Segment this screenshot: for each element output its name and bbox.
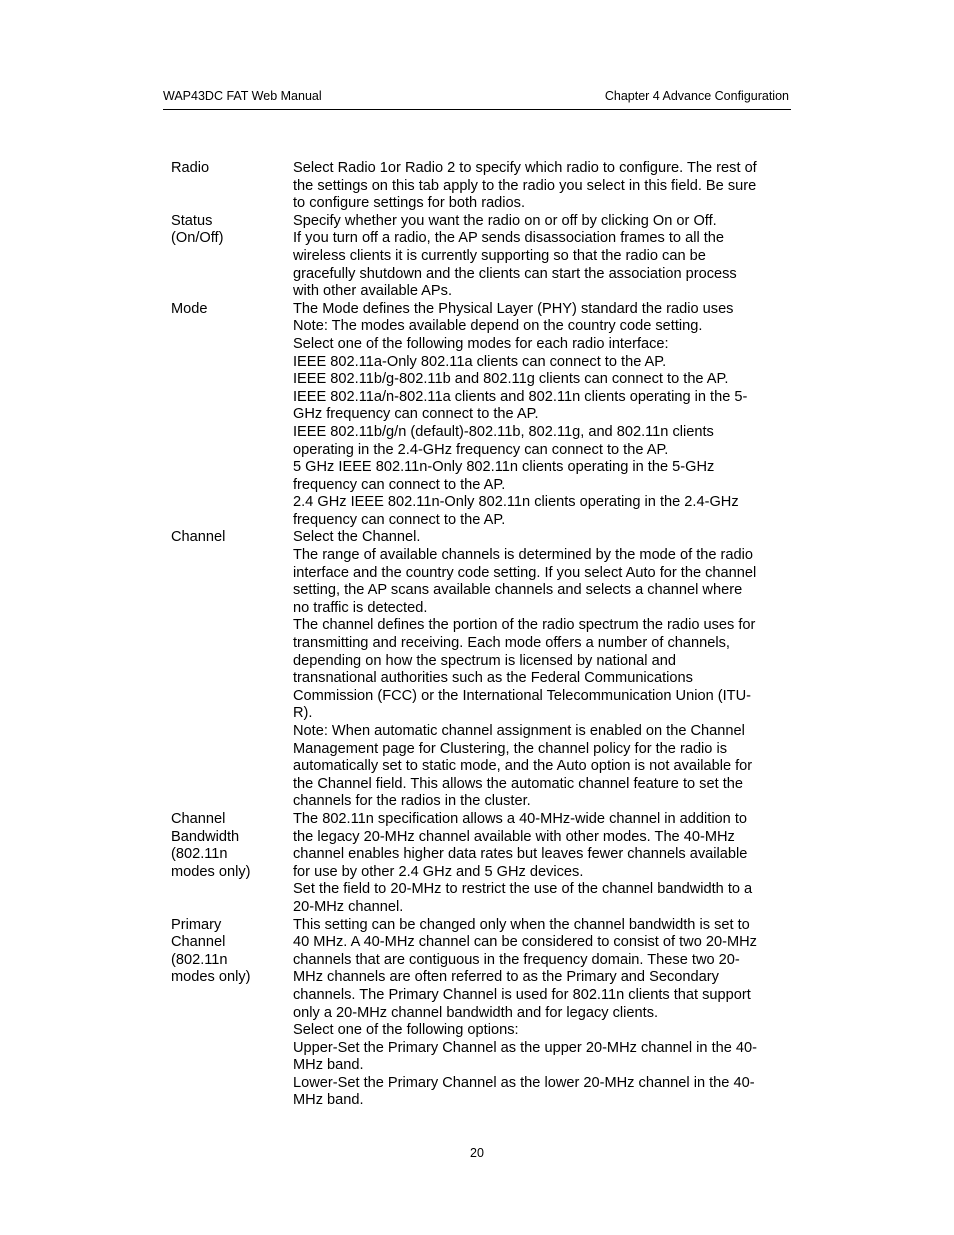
term-label bbox=[171, 213, 293, 301]
term-line: Channel bbox=[171, 934, 226, 951]
description-line: channel enables higher data rates but leaves fewer channels available bbox=[293, 846, 748, 863]
description-line: MHz band. bbox=[293, 1092, 364, 1109]
description-line: The 802.11n specification allows a 40-MHz-wide channel in addition to bbox=[293, 810, 748, 827]
description-line: GHz frequency can connect to the AP. bbox=[293, 406, 539, 423]
description-line: the legacy 20-MHz channel available with other modes. The 40-MHz bbox=[293, 828, 735, 845]
description-line: the Channel field. This allows the automatic channel feature to set the bbox=[293, 775, 743, 792]
description-line: MHz channels are often referred to as the Primary and Secondary bbox=[293, 969, 719, 986]
description-line: IEEE 802.11b/g-802.11b and 802.11g clients can connect to the AP. bbox=[293, 371, 729, 388]
term-line: Channel bbox=[171, 810, 226, 827]
description-line: operating in the 2.4-GHz frequency can connect to the AP. bbox=[293, 441, 669, 458]
description-line: MHz band. bbox=[293, 1057, 364, 1074]
definition-row bbox=[171, 301, 791, 530]
description-line: Commission (FCC) or the International Telecommunication Union (ITU- bbox=[293, 687, 751, 704]
description-line: 40 MHz. A 40-MHz channel can be considered to consist of two 20-MHz bbox=[293, 934, 757, 951]
description-line: 20-MHz channel. bbox=[293, 898, 404, 915]
term-label bbox=[171, 160, 293, 213]
term-label bbox=[171, 301, 293, 530]
description-line: Lower-Set the Primary Channel as the lower 20-MHz channel in the 40- bbox=[293, 1074, 755, 1091]
term-description bbox=[293, 917, 791, 1111]
description-line: interface and the country code setting. If you select Auto for the channel bbox=[293, 564, 757, 581]
description-line: Specify whether you want the radio on or off by clicking On or Off. bbox=[293, 212, 717, 229]
term-label bbox=[171, 811, 293, 917]
chapter-title: Chapter 4 Advance Configuration bbox=[604, 89, 789, 103]
term-line: (802.11n bbox=[171, 846, 228, 863]
description-line: IEEE 802.11a-Only 802.11a clients can connect to the AP. bbox=[293, 353, 667, 370]
term-description bbox=[293, 301, 791, 530]
description-line: only a 20-MHz channel bandwidth and for legacy clients. bbox=[293, 1004, 659, 1021]
definition-row bbox=[171, 213, 791, 301]
term-description bbox=[293, 811, 791, 917]
term-line: Mode bbox=[171, 300, 208, 317]
term-line: Radio bbox=[171, 160, 210, 176]
term-description bbox=[293, 160, 791, 213]
description-line: Management page for Clustering, the channel policy for the radio is bbox=[293, 740, 728, 757]
term-line: Primary bbox=[171, 916, 222, 933]
description-line: frequency can connect to the AP. bbox=[293, 511, 506, 528]
description-line: automatically set to static mode, and the Auto option is not available for bbox=[293, 758, 753, 775]
description-line: no traffic is detected. bbox=[293, 599, 428, 616]
definition-row bbox=[171, 811, 791, 917]
term-description bbox=[293, 529, 791, 811]
description-line: Note: When automatic channel assignment is enabled on the Channel bbox=[293, 723, 745, 739]
description-line: IEEE 802.11b/g/n (default)-802.11b, 802.11g, and 802.11n clients bbox=[293, 423, 714, 440]
definition-row bbox=[171, 160, 791, 213]
page-number: 20 bbox=[470, 1146, 484, 1160]
description-line: frequency can connect to the AP. bbox=[293, 476, 506, 493]
description-line: Set the field to 20-MHz to restrict the use of the channel bandwidth to a bbox=[293, 881, 753, 898]
description-line: Upper-Set the Primary Channel as the upper 20-MHz channel in the 40- bbox=[293, 1039, 757, 1056]
description-line: with other available APs. bbox=[293, 283, 452, 300]
description-line: setting, the AP scans available channels and selects a channel where bbox=[293, 582, 743, 599]
description-line: Select the Channel. bbox=[293, 529, 421, 546]
description-line: IEEE 802.11a/n-802.11a clients and 802.11n clients operating in the 5- bbox=[293, 388, 748, 405]
definition-list bbox=[171, 160, 791, 1110]
description-line: channels that are contiguous in the frequency domain. These two 20- bbox=[293, 951, 740, 968]
description-line: to configure settings for both radios. bbox=[293, 195, 526, 212]
definition-row bbox=[171, 529, 791, 811]
description-line: The channel defines the portion of the radio spectrum the radio uses for bbox=[293, 617, 756, 634]
description-line: channels for the radios in the cluster. bbox=[293, 793, 531, 810]
description-line: wireless clients it is currently supporting so that the radio can be bbox=[293, 247, 706, 264]
description-line: R). bbox=[293, 705, 313, 722]
description-line: The Mode defines the Physical Layer (PHY) standard the radio uses bbox=[293, 300, 734, 317]
description-line: Note: The modes available depend on the country code setting. bbox=[293, 318, 703, 335]
term-line: Bandwidth bbox=[171, 828, 240, 845]
description-line: the settings on this tab apply to the radio you select in this field. Be sure bbox=[293, 177, 757, 194]
description-line: for use by other 2.4 GHz and 5 GHz devices. bbox=[293, 863, 584, 880]
description-line: 2.4 GHz IEEE 802.11n-Only 802.11n clients operating in the 2.4-GHz bbox=[293, 494, 739, 511]
term-label bbox=[171, 529, 293, 811]
description-line: gracefully shutdown and the clients can start the association process bbox=[293, 265, 737, 282]
description-line: Select one of the following options: bbox=[293, 1022, 519, 1039]
term-line: Status bbox=[171, 212, 213, 229]
manual-title: WAP43DC FAT Web Manual bbox=[163, 89, 322, 103]
term-line: (On/Off) bbox=[171, 230, 224, 247]
term-label bbox=[171, 917, 293, 1111]
definition-row bbox=[171, 917, 791, 1111]
page-header bbox=[163, 87, 791, 110]
description-line: Select one of the following modes for each radio interface: bbox=[293, 335, 669, 352]
term-line: modes only) bbox=[171, 863, 251, 880]
description-line: transmitting and receiving. Each mode offers a number of channels, bbox=[293, 635, 730, 652]
description-line: channels. The Primary Channel is used for 802.11n clients that support bbox=[293, 986, 751, 1003]
description-line: transnational authorities such as the Federal Communications bbox=[293, 670, 693, 687]
term-description bbox=[293, 213, 791, 301]
description-line: If you turn off a radio, the AP sends disassociation frames to all the bbox=[293, 230, 725, 247]
description-line: depending on how the spectrum is licensed by national and bbox=[293, 652, 676, 669]
description-line: 5 GHz IEEE 802.11n-Only 802.11n clients operating in the 5-GHz bbox=[293, 459, 715, 476]
term-line: modes only) bbox=[171, 969, 251, 986]
term-line: (802.11n bbox=[171, 951, 228, 968]
term-line: Channel bbox=[171, 529, 226, 546]
description-line: Select Radio 1or Radio 2 to specify which radio to configure. The rest of bbox=[293, 160, 757, 176]
description-line: The range of available channels is determined by the mode of the radio bbox=[293, 547, 753, 564]
description-line: This setting can be changed only when the channel bandwidth is set to bbox=[293, 916, 750, 933]
